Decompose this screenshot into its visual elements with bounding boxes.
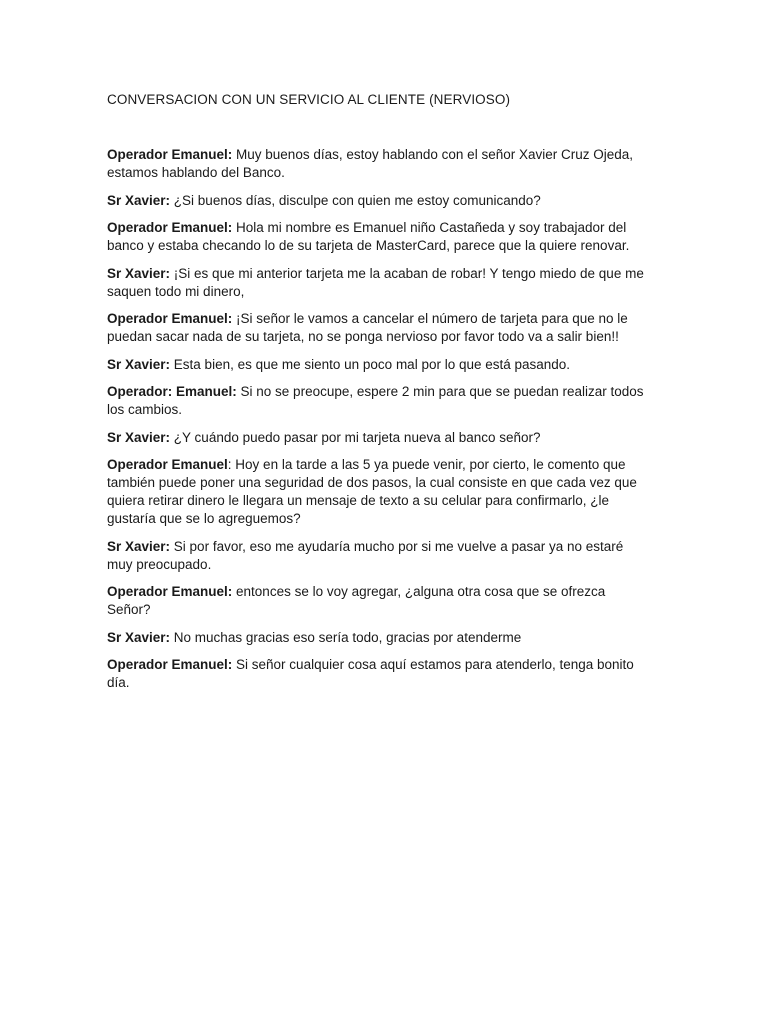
turn-text: Si señor cualquier cosa aquí estamos para atenderlo, tenga bonito día. (107, 657, 634, 690)
speaker-name: Sr Xavier: (107, 265, 171, 281)
turn-text: Si por favor, eso me ayudaría mucho por si me vuelve a pasar ya no estaré muy preocupado. (107, 538, 624, 572)
turn-text: entonces se lo voy agregar, ¿alguna otra cosa que se ofrezca Señor? (107, 584, 606, 617)
turn-text: Si no se preocupe, espere 2 min para que se puedan realizar todos los cambios. (107, 384, 644, 417)
turn-text: No muchas gracias eso sería todo, gracias por atenderme (170, 629, 522, 645)
speaker-name: Operador Emanuel: (107, 657, 233, 672)
turn-text: : Hoy en la tarde a las 5 ya puede venir, por cierto, le comento que también puede poner una seguridad de dos pasos, la cual consiste en que cada vez que quiera retirar dinero le llegara un mensaje de texto a su celular para confirmarlo, ¿le gustaría que se lo agreguemos? (107, 457, 637, 526)
speaker-name: Operador Emanuel (107, 457, 228, 472)
turn-text: ¡Si señor le vamos a cancelar el número de tarjeta para que no le puedan sacar nada de su tarjeta, no se ponga nervioso por favor todo va a salir bien!! (107, 311, 628, 344)
speaker-name: Operador Emanuel: (107, 584, 233, 599)
turn-text: Hola mi nombre es Emanuel niño Castañeda y soy trabajador del banco y estaba checando lo de su tarjeta de MasterCard, parece que la quiere renovar. (107, 220, 630, 253)
speaker-name: Sr Xavier: (107, 629, 171, 645)
speaker-name: Sr Xavier: (107, 538, 171, 554)
speaker-name: Sr Xavier: (107, 429, 171, 445)
document-title: CONVERSACION CON UN SERVICIO AL CLIENTE (NERVIOSO) (107, 92, 511, 107)
dialogue-turn (107, 538, 652, 574)
speaker-name: Operador Emanuel: (107, 220, 233, 235)
dialogue-turn (107, 583, 652, 619)
turn-text: Muy buenos días, estoy hablando con el señor Xavier Cruz Ojeda, estamos hablando del Banco. (107, 147, 634, 180)
speaker-name: Sr Xavier: (107, 192, 171, 208)
dialogue-turn (107, 429, 652, 447)
dialogue-turn (107, 629, 652, 647)
dialogue-list (107, 146, 652, 702)
dialogue-turn (107, 356, 652, 374)
dialogue-turn (107, 192, 652, 210)
dialogue-turn (107, 219, 652, 255)
dialogue-turn (107, 656, 652, 692)
speaker-name: Sr Xavier: (107, 356, 171, 372)
dialogue-turn (107, 383, 652, 419)
turn-text: Esta bien, es que me siento un poco mal por lo que está pasando. (170, 356, 571, 372)
dialogue-turn (107, 456, 652, 528)
turn-text: ¡Si es que mi anterior tarjeta me la acaban de robar! Y tengo miedo de que me saquen todo mi dinero, (107, 265, 644, 299)
dialogue-turn (107, 146, 652, 182)
speaker-name: Operador Emanuel: (107, 311, 233, 326)
dialogue-turn (107, 265, 652, 301)
dialogue-turn (107, 310, 652, 346)
turn-text: ¿Si buenos días, disculpe con quien me estoy comunicando? (170, 192, 541, 208)
speaker-name: Operador: Emanuel: (107, 384, 237, 399)
speaker-name: Operador Emanuel: (107, 147, 233, 162)
turn-text: ¿Y cuándo puedo pasar por mi tarjeta nueva al banco señor? (170, 429, 541, 445)
